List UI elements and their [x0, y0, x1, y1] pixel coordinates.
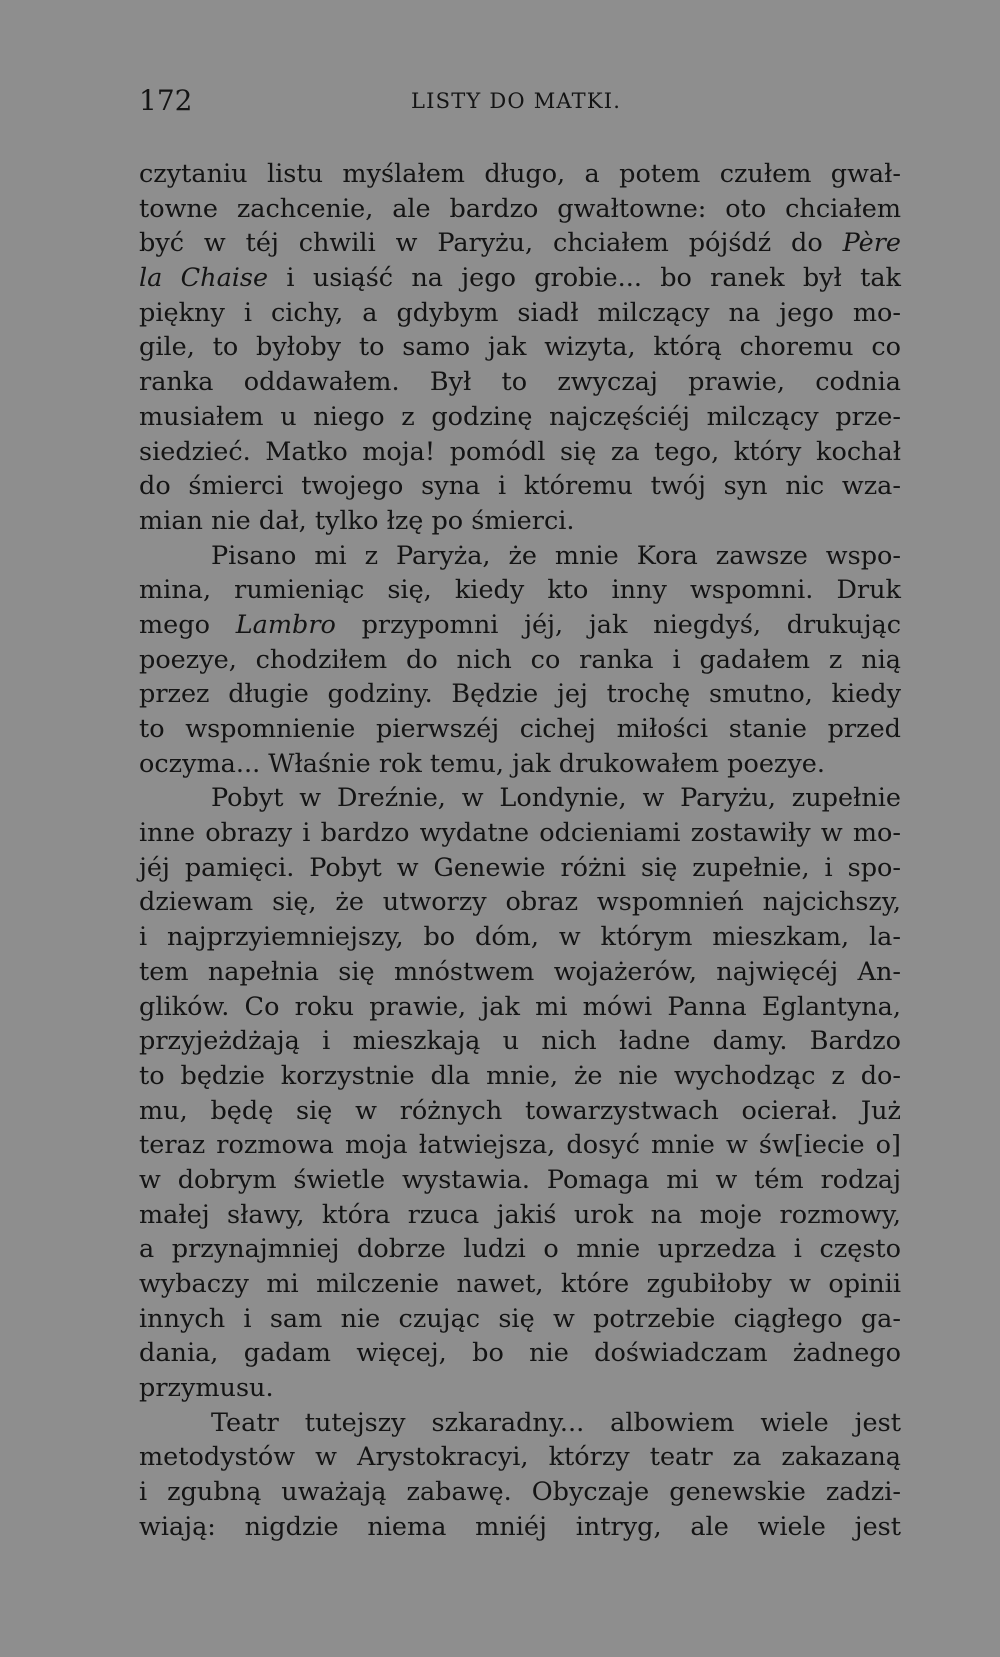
text-line: glików. Co roku prawie, jak mi mówi Panna Eglantyna, — [139, 991, 901, 1022]
text-line: dziewam się, że utworzy obraz wspomnień najcichszy, — [139, 887, 901, 918]
text-line: przyjeżdżają i mieszkają u nich ładne damy. Bardzo — [139, 1026, 901, 1057]
text-line — [139, 226, 901, 261]
text-line: siedzieć. Matko moja! pomódl się za tego, który kochał — [139, 436, 901, 467]
text-run: przypomni jéj, jak niegdyś, drukując — [335, 609, 901, 640]
text-line: dania, gadam więcej, bo nie doświadczam żadnego — [139, 1338, 901, 1369]
running-title: LISTY DO MATKI. — [411, 89, 622, 113]
text-line: jéj pamięci. Pobyt w Genewie różni się zupełnie, i spo- — [139, 852, 901, 883]
text-line: gile, to byłoby to samo jak wizyta, którą choremu co — [139, 332, 901, 363]
text-line: do śmierci twojego syna i któremu twój syn nic wza- — [139, 471, 901, 502]
text-line: inne obrazy i bardzo wydatne odcieniami zostawiły w mo- — [139, 818, 901, 849]
text-line: Pobyt w Dreźnie, w Londynie, w Paryżu, zupełnie — [211, 783, 901, 814]
text-line: poezye, chodziłem do nich co ranka i gadałem z nią — [139, 644, 901, 675]
text-run: mego — [139, 609, 236, 640]
text-line: piękny i cichy, a gdybym siadł milczący na jego mo- — [139, 297, 901, 328]
text-line: przez długie godziny. Będzie jej trochę smutno, kiedy — [139, 679, 901, 710]
text-line: i najprzyiemniejszy, bo dóm, w którym mieszkam, la- — [139, 922, 901, 953]
text-line: Teatr tutejszy szkaradny... albowiem wiele jest — [211, 1407, 901, 1438]
text-line: mina, rumieniąc się, kiedy kto inny wspomni. Druk — [139, 575, 901, 606]
text-line: wybaczy mi milczenie nawet, które zgubiłoby w opinii — [139, 1269, 901, 1299]
page-header — [139, 78, 899, 124]
text-line: teraz rozmowa moja łatwiejsza, dosyć mnie w św[iecie o] — [139, 1130, 901, 1161]
text-line — [139, 608, 901, 643]
text-line: to wspomnienie pierwszéj cichej miłości stanie przed — [139, 714, 901, 744]
text-line: wiają: nigdzie niema mniéj intryg, ale wiele jest — [139, 1511, 901, 1542]
italic-text: la Chaise — [139, 263, 269, 294]
text-run: i usiąść na jego grobie... bo ranek był tak — [268, 263, 901, 294]
page-number: 172 — [139, 84, 193, 117]
text-line: i zgubną uważają zabawę. Obyczaje genewskie zadzi- — [139, 1477, 901, 1508]
text-line: musiałem u niego z godzinę najczęściéj milczący prze- — [139, 401, 901, 432]
text-line: a przynajmniej dobrze ludzi o mnie uprzedza i często — [139, 1234, 901, 1265]
text-line: tem napełnia się mnóstwem wojażerów, najwięcéj An- — [139, 956, 901, 987]
body-text — [139, 157, 901, 1545]
text-line: oczyma... Właśnie rok temu, jak drukowałem poezye. — [139, 748, 825, 779]
text-line: w dobrym świetle wystawia. Pomaga mi w tém rodzaj — [139, 1164, 901, 1195]
text-line: małej sławy, która rzuca jakiś urok na moje rozmowy, — [139, 1199, 901, 1230]
text-line: innych i sam nie czując się w potrzebie ciągłego ga- — [139, 1303, 901, 1334]
text-line: ranka oddawałem. Był to zwyczaj prawie, codnia — [139, 367, 901, 398]
text-line: towne zachcenie, ale bardzo gwałtowne: oto chciałem — [139, 193, 901, 224]
text-line: mu, będę się w różnych towarzystwach ocierał. Już — [139, 1095, 901, 1126]
text-line: Pisano mi z Paryża, że mnie Kora zawsze wspo- — [211, 540, 901, 571]
text-run: być w téj chwili w Paryżu, chciałem pójśdź do — [139, 228, 843, 259]
text-line: mian nie dał, tylko łzę po śmierci. — [139, 505, 575, 536]
italic-text: Lambro — [235, 609, 336, 640]
text-line: czytaniu listu myślałem długo, a potem czułem gwał- — [139, 159, 901, 189]
text-line: metodystów w Arystokracyi, którzy teatr za zakazaną — [139, 1442, 901, 1473]
text-line — [139, 261, 901, 296]
text-line: to będzie korzystnie dla mnie, że nie wychodząc z do- — [139, 1060, 901, 1091]
text-line: przymusu. — [139, 1373, 274, 1404]
italic-text: Père — [842, 228, 901, 259]
